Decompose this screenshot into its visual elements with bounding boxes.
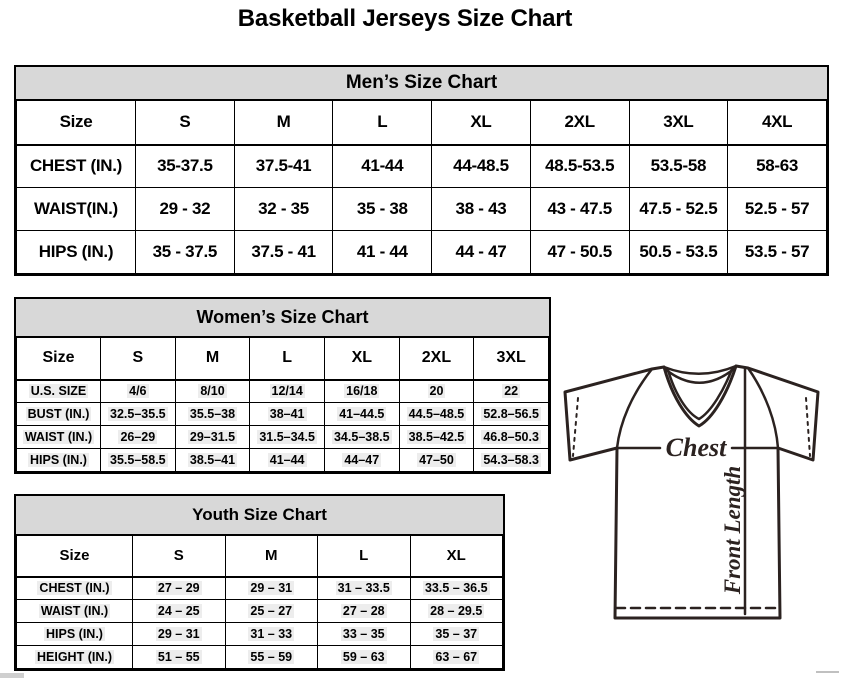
size-value-cell: 47.5 - 52.5 <box>629 188 728 231</box>
measurement-row <box>17 231 827 274</box>
size-value-cell: 31.5–34.5 <box>250 426 325 449</box>
size-value-cell: 34.5–38.5 <box>324 426 399 449</box>
size-value-cell: 43 - 47.5 <box>530 188 629 231</box>
size-value-cell: 27 – 28 <box>318 600 411 623</box>
measurement-row <box>17 380 549 403</box>
size-header-cell: S <box>101 338 176 380</box>
size-value-cell: 53.5-58 <box>629 145 728 188</box>
size-value-cell: 33.5 – 36.5 <box>410 577 503 600</box>
size-value-cell: 33 – 35 <box>318 623 411 646</box>
measurement-row <box>17 600 503 623</box>
front-length-label: Front Length <box>720 465 745 595</box>
size-value-cell: 35-37.5 <box>136 145 235 188</box>
size-column-label: Size <box>17 536 133 577</box>
measurement-label: HIPS (IN.) <box>17 449 101 472</box>
size-value-cell: 41–44.5 <box>324 403 399 426</box>
size-header-row <box>17 101 827 145</box>
measurement-row <box>17 577 503 600</box>
size-header-cell: 3XL <box>474 338 549 380</box>
size-header-cell: 2XL <box>530 101 629 145</box>
size-value-cell: 16/18 <box>324 380 399 403</box>
chest-label: Chest <box>665 433 727 462</box>
size-header-cell: S <box>133 536 226 577</box>
size-value-cell: 35 - 38 <box>333 188 432 231</box>
measurement-row <box>17 623 503 646</box>
measurement-label: BUST (IN.) <box>17 403 101 426</box>
size-value-cell: 35 - 37.5 <box>136 231 235 274</box>
size-header-cell: M <box>175 338 250 380</box>
youth-chart-title: Youth Size Chart <box>16 496 503 535</box>
size-value-cell: 29 - 32 <box>136 188 235 231</box>
size-value-cell: 38.5–41 <box>175 449 250 472</box>
size-value-cell: 44-48.5 <box>432 145 531 188</box>
size-value-cell: 48.5-53.5 <box>530 145 629 188</box>
measurement-row <box>17 403 549 426</box>
size-value-cell: 55 – 59 <box>225 646 318 669</box>
jersey-measurement-diagram <box>556 360 838 624</box>
size-value-cell: 59 – 63 <box>318 646 411 669</box>
size-header-cell: L <box>333 101 432 145</box>
size-value-cell: 63 – 67 <box>410 646 503 669</box>
size-value-cell: 47–50 <box>399 449 474 472</box>
size-value-cell: 47 - 50.5 <box>530 231 629 274</box>
measurement-label: WAIST(IN.) <box>17 188 136 231</box>
youth-size-table <box>16 535 503 669</box>
measurement-row <box>17 449 549 472</box>
size-value-cell: 38–41 <box>250 403 325 426</box>
size-value-cell: 41-44 <box>333 145 432 188</box>
size-value-cell: 25 – 27 <box>225 600 318 623</box>
size-value-cell: 41–44 <box>250 449 325 472</box>
size-header-row <box>17 536 503 577</box>
size-value-cell: 32.5–35.5 <box>101 403 176 426</box>
size-value-cell: 37.5 - 41 <box>234 231 333 274</box>
size-value-cell: 4/6 <box>101 380 176 403</box>
measurement-row <box>17 188 827 231</box>
size-value-cell: 53.5 - 57 <box>728 231 827 274</box>
measurement-label: WAIST (IN.) <box>17 600 133 623</box>
size-value-cell: 29–31.5 <box>175 426 250 449</box>
size-header-cell: XL <box>432 101 531 145</box>
size-column-label: Size <box>17 101 136 145</box>
womens-size-chart <box>14 297 551 474</box>
collar-arc-outer <box>664 366 736 374</box>
size-value-cell: 26–29 <box>101 426 176 449</box>
size-value-cell: 52.8–56.5 <box>474 403 549 426</box>
size-column-label: Size <box>17 338 101 380</box>
left-sleeve-seam <box>617 369 652 448</box>
size-value-cell: 35.5–58.5 <box>101 449 176 472</box>
size-value-cell: 31 – 33 <box>225 623 318 646</box>
size-header-cell: L <box>250 338 325 380</box>
mens-size-table <box>16 100 827 274</box>
size-value-cell: 29 – 31 <box>133 623 226 646</box>
measurement-label: U.S. SIZE <box>17 380 101 403</box>
size-value-cell: 20 <box>399 380 474 403</box>
size-header-cell: 3XL <box>629 101 728 145</box>
size-value-cell: 32 - 35 <box>234 188 333 231</box>
size-value-cell: 44 - 47 <box>432 231 531 274</box>
measurement-row <box>17 646 503 669</box>
size-value-cell: 44–47 <box>324 449 399 472</box>
measurement-row <box>17 145 827 188</box>
mens-size-chart <box>14 65 829 276</box>
size-header-cell: L <box>318 536 411 577</box>
size-value-cell: 29 – 31 <box>225 577 318 600</box>
size-value-cell: 37.5-41 <box>234 145 333 188</box>
measurement-label: HIPS (IN.) <box>17 231 136 274</box>
measurement-label: HIPS (IN.) <box>17 623 133 646</box>
right-cuff-stitch <box>806 398 810 456</box>
size-header-cell: M <box>234 101 333 145</box>
measurement-row <box>17 426 549 449</box>
size-header-cell: XL <box>324 338 399 380</box>
size-header-cell: M <box>225 536 318 577</box>
size-value-cell: 51 – 55 <box>133 646 226 669</box>
size-value-cell: 52.5 - 57 <box>728 188 827 231</box>
size-value-cell: 50.5 - 53.5 <box>629 231 728 274</box>
right-sleeve-seam <box>748 368 778 448</box>
jersey-diagram-svg <box>556 360 838 624</box>
scrollbar-fragment-left[interactable] <box>0 673 24 678</box>
size-value-cell: 12/14 <box>250 380 325 403</box>
left-cuff-stitch <box>573 398 578 456</box>
size-value-cell: 22 <box>474 380 549 403</box>
scrollbar-fragment-right[interactable] <box>816 671 839 673</box>
size-header-row <box>17 338 549 380</box>
page-title: Basketball Jerseys Size Chart <box>237 5 573 32</box>
size-value-cell: 35 – 37 <box>410 623 503 646</box>
size-value-cell: 8/10 <box>175 380 250 403</box>
jersey-outline <box>565 366 818 618</box>
size-value-cell: 35.5–38 <box>175 403 250 426</box>
size-value-cell: 38.5–42.5 <box>399 426 474 449</box>
size-header-cell: 2XL <box>399 338 474 380</box>
mens-chart-title: Men’s Size Chart <box>16 67 827 100</box>
womens-size-table <box>16 337 549 472</box>
size-value-cell: 24 – 25 <box>133 600 226 623</box>
youth-size-chart <box>14 494 505 671</box>
size-value-cell: 31 – 33.5 <box>318 577 411 600</box>
measurement-label: WAIST (IN.) <box>17 426 101 449</box>
size-header-cell: 4XL <box>728 101 827 145</box>
measurement-label: CHEST (IN.) <box>17 577 133 600</box>
size-value-cell: 54.3–58.3 <box>474 449 549 472</box>
size-value-cell: 44.5–48.5 <box>399 403 474 426</box>
size-header-cell: XL <box>410 536 503 577</box>
size-value-cell: 27 – 29 <box>133 577 226 600</box>
womens-chart-title: Women’s Size Chart <box>16 299 549 337</box>
size-value-cell: 41 - 44 <box>333 231 432 274</box>
measurement-label: CHEST (IN.) <box>17 145 136 188</box>
size-value-cell: 46.8–50.3 <box>474 426 549 449</box>
size-value-cell: 28 – 29.5 <box>410 600 503 623</box>
size-value-cell: 38 - 43 <box>432 188 531 231</box>
size-value-cell: 58-63 <box>728 145 827 188</box>
measurement-label: HEIGHT (IN.) <box>17 646 133 669</box>
size-header-cell: S <box>136 101 235 145</box>
